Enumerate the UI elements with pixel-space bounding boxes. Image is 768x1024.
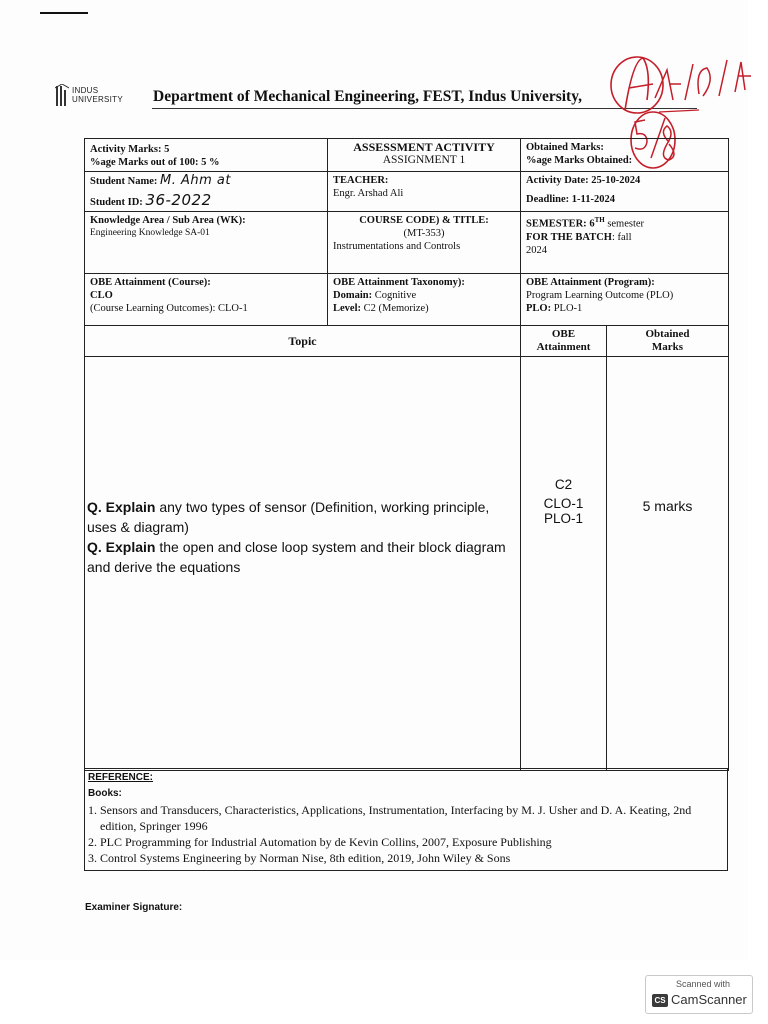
course-cell [328,212,521,274]
batch-value: : fall [611,231,632,243]
question-1 [87,497,516,537]
camscanner-logo-icon: CS [652,994,668,1007]
obtained-marks-cell [521,139,729,172]
question-2 [87,537,516,577]
obe-clo: CLO-1 [543,496,584,511]
assessment-form-table [84,138,729,771]
knowledge-area-label: Knowledge Area / Sub Area (WK): [90,215,246,226]
obe-program-label: OBE Attainment (Program): [526,277,655,288]
question-2-prefix: Q. Explain [87,539,156,555]
top-rule [40,12,88,14]
semester-num: 6 [589,218,595,230]
reference-section [84,768,728,871]
student-info-cell [85,172,328,212]
semester-cell [521,212,729,274]
logo-mark-icon [55,84,69,108]
course-title: Instrumentations and Controls [333,241,461,252]
activity-date: Activity Date: 25-10-2024 [526,175,641,186]
logo-text: INDUS UNIVERSITY [72,86,124,104]
obe-taxonomy-cell [328,274,521,326]
obe-values-cell [521,357,607,771]
plo-label: PLO: [526,303,552,314]
level-label: Level: [333,303,361,314]
obe-course-label: OBE Attainment (Course): [90,277,211,288]
assignment-label: ASSIGNMENT 1 [382,154,466,166]
obe-taxonomy-label: OBE Attainment Taxonomy): [333,277,465,288]
reference-item-3: 3. Control Systems Engineering by Norman Nise, 8th edition, 2019, John Wiley & Sons [88,851,511,865]
questions-cell [85,357,521,771]
camscanner-brand: CamScanner [671,992,747,1007]
university-logo [55,82,145,112]
knowledge-area-value: Engineering Knowledge SA-01 [90,228,210,238]
course-code: (MT-353) [403,228,445,239]
batch-year: 2024 [526,244,547,256]
level-value: C2 (Memorize) [361,303,429,314]
obe-attainment-header: OBE Attainment [521,326,607,357]
reference-item-1: 1. Sensors and Transducers, Characteristics, Applications, Instrumentation, Interfacing by M. J. Usher and D. A. Keating, 2nd edition, Springer 1996 [88,803,692,833]
plo-value: PLO-1 [551,303,583,314]
student-id-value: 36-2022 [145,191,212,209]
scanned-with-text: Scanned with [676,979,731,989]
course-label: COURSE CODE) & TITLE: [359,215,489,226]
topic-header: Topic [85,326,521,357]
semester-label: SEMESTER: [526,218,587,230]
department-title: Department of Mechanical Engineering, FEST, Indus University, [153,88,582,105]
teacher-label: TEACHER: [333,175,389,186]
knowledge-area-cell [85,212,328,274]
question-2-text: the open and close loop system and their block diagram and derive the equations [87,539,506,575]
semester-rest: semester [604,218,645,230]
dates-cell [521,172,729,212]
reference-item-2: 2. PLC Programming for Industrial Automation by de Kevin Collins, 2007, Exposure Publishing [88,835,552,849]
obe-plo: PLO-1 [543,511,584,526]
semester-sup: TH [594,216,605,224]
teacher-cell [328,172,521,212]
reference-heading: REFERENCE: [88,772,154,783]
deadline: Deadline: 1-11-2024 [526,194,615,205]
batch-label: FOR THE BATCH [526,231,612,243]
domain-label: Domain: [333,290,373,301]
camscanner-badge [645,975,753,1014]
examiner-signature-label: Examiner Signature: [85,902,183,913]
student-id-label: Student ID: [90,197,143,208]
obtained-marks-header: Obtained Marks [607,326,729,357]
pct-marks: %age Marks out of 100: 5 % [90,157,220,168]
obe-c2: C2 [554,477,573,492]
assessment-activity-title: ASSESSMENT ACTIVITY [353,140,495,154]
question-1-text: any two types of sensor (Definition, working principle, uses & diagram) [87,499,490,535]
obtained-marks-label: Obtained Marks: [526,142,604,153]
program-value: Program Learning Outcome (PLO) [526,290,674,301]
activity-marks-cell [85,139,328,172]
marks-value: 5 marks [642,498,693,514]
domain-value: Cognitive [372,290,417,301]
obe-program-cell [521,274,729,326]
obe-course-clo: CLO [90,290,113,301]
activity-marks: Activity Marks: 5 [90,144,170,155]
assessment-activity-cell [328,139,521,172]
marks-cell [607,357,729,771]
pct-obtained-label: %age Marks Obtained: [526,155,633,166]
obe-course-detail: (Course Learning Outcomes): CLO-1 [90,303,248,314]
student-name-value: M. Ahm at [160,173,231,188]
teacher-value: Engr. Arshad Ali [333,188,404,199]
books-label: Books: [88,788,122,799]
question-1-prefix: Q. Explain [87,499,156,515]
obe-course-cell [85,274,328,326]
student-name-label: Student Name: [90,176,158,187]
